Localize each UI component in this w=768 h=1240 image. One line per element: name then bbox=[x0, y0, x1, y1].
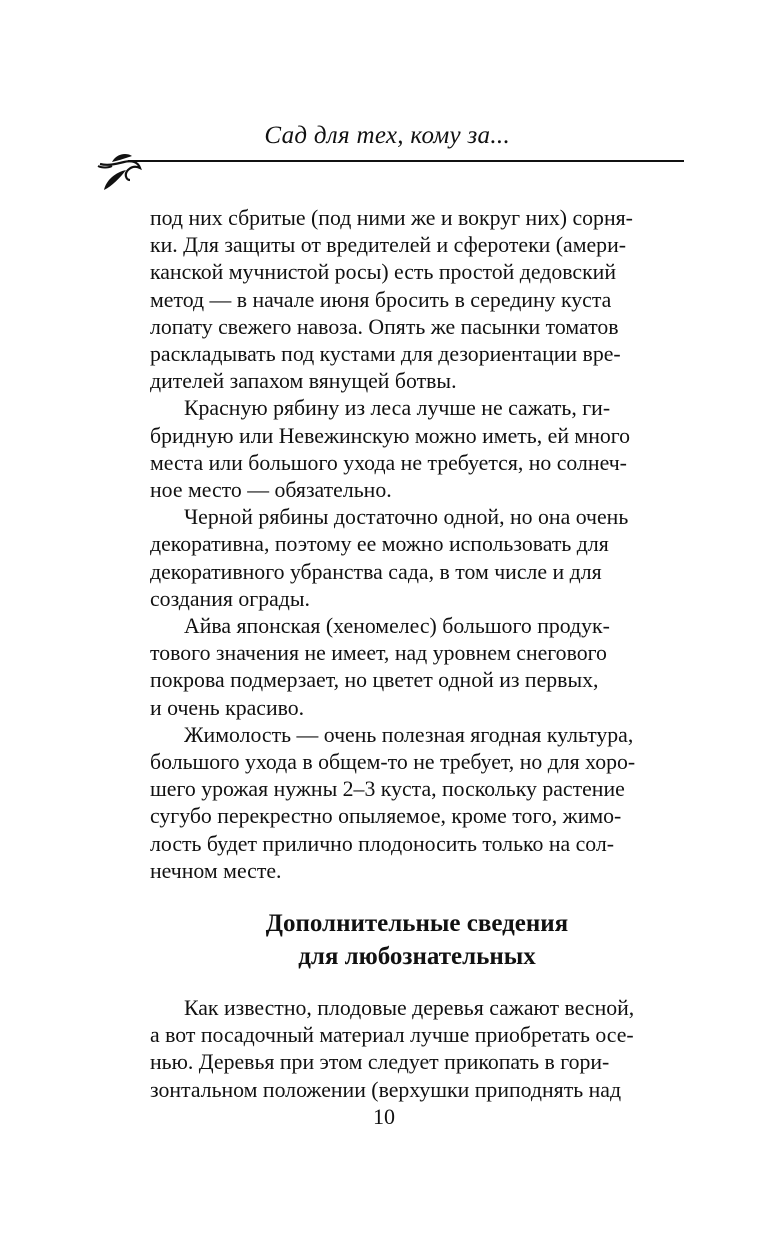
section-heading-line: для любознательных bbox=[298, 943, 536, 971]
paragraph-red-rowan bbox=[150, 395, 684, 504]
section-heading-line: Дополнительные сведения bbox=[265, 910, 569, 938]
text-line: сугубо перекрестно опыляемое, кроме того, жимо- bbox=[150, 804, 622, 829]
text-line: Как известно, плодовые деревья сажают весной, bbox=[184, 996, 635, 1021]
paragraph-black-rowan bbox=[150, 504, 684, 613]
text-line: под них сбритые (под ними же и вокруг них) сорня- bbox=[150, 206, 633, 230]
text-line: нечном месте. bbox=[150, 858, 282, 883]
text-line: создания ограды. bbox=[150, 586, 310, 611]
text-line: метод — в начале июня бросить в середину куста bbox=[150, 287, 612, 312]
paragraph-weeds bbox=[150, 205, 684, 395]
page-body bbox=[150, 205, 684, 1104]
text-line: бридную или Невежинскую можно иметь, ей много bbox=[150, 423, 631, 448]
leaf-swirl-ornament-icon bbox=[94, 150, 144, 192]
running-title: Сад для тех, кому за... bbox=[264, 122, 510, 149]
text-line: места или большого ухода не требуется, но солнеч- bbox=[150, 450, 627, 475]
text-line: тового значения не имеет, над уровнем снегового bbox=[150, 641, 607, 666]
text-line: раскладывать под кустами для дезориентации вре- bbox=[150, 342, 621, 367]
text-line: лопату свежего навоза. Опять же пасынки томатов bbox=[150, 314, 619, 339]
section-heading bbox=[150, 907, 684, 973]
text-line: а вот посадочный материал лучше приобретать осе- bbox=[150, 1023, 634, 1048]
text-line: шего урожая нужны 2–3 куста, поскольку растение bbox=[150, 777, 625, 802]
text-line: Красную рябину из леса лучше не сажать, ги- bbox=[184, 396, 611, 421]
text-line: покрова подмерзает, но цветет одной из первых, bbox=[150, 668, 599, 693]
page-number: 10 bbox=[373, 1104, 395, 1129]
text-line: декоративного убранства сада, в том числе и для bbox=[150, 559, 602, 584]
text-line: и очень красиво. bbox=[150, 695, 305, 720]
paragraph-quince bbox=[150, 613, 684, 722]
text-line: дителей запахом вянущей ботвы. bbox=[150, 369, 457, 394]
text-line: зонтальном положении (верхушки приподнять над bbox=[150, 1077, 622, 1102]
paragraph-planting bbox=[150, 995, 684, 1104]
text-line: канской мучнистой росы) есть простой дедовский bbox=[150, 260, 617, 285]
text-line: ное место — обязательно. bbox=[150, 478, 392, 503]
text-line: Жимолость — очень полезная ягодная культура, bbox=[184, 722, 634, 747]
header-rule bbox=[128, 160, 684, 162]
text-line: нью. Деревья при этом следует прикопать в гори- bbox=[150, 1050, 610, 1075]
text-line: лость будет прилично плодоносить только на сол- bbox=[150, 831, 615, 856]
text-line: декоративна, поэтому ее можно использовать для bbox=[150, 532, 609, 557]
text-line: большого ухода в общем-то не требует, но для хоро- bbox=[150, 750, 636, 775]
text-line: ки. Для защиты от вредителей и сферотеки (амери- bbox=[150, 233, 626, 258]
paragraph-honeysuckle bbox=[150, 722, 684, 885]
text-line: Черной рябины достаточно одной, но она очень bbox=[184, 505, 629, 530]
text-line: Айва японская (хеномелес) большого продук- bbox=[184, 614, 610, 639]
